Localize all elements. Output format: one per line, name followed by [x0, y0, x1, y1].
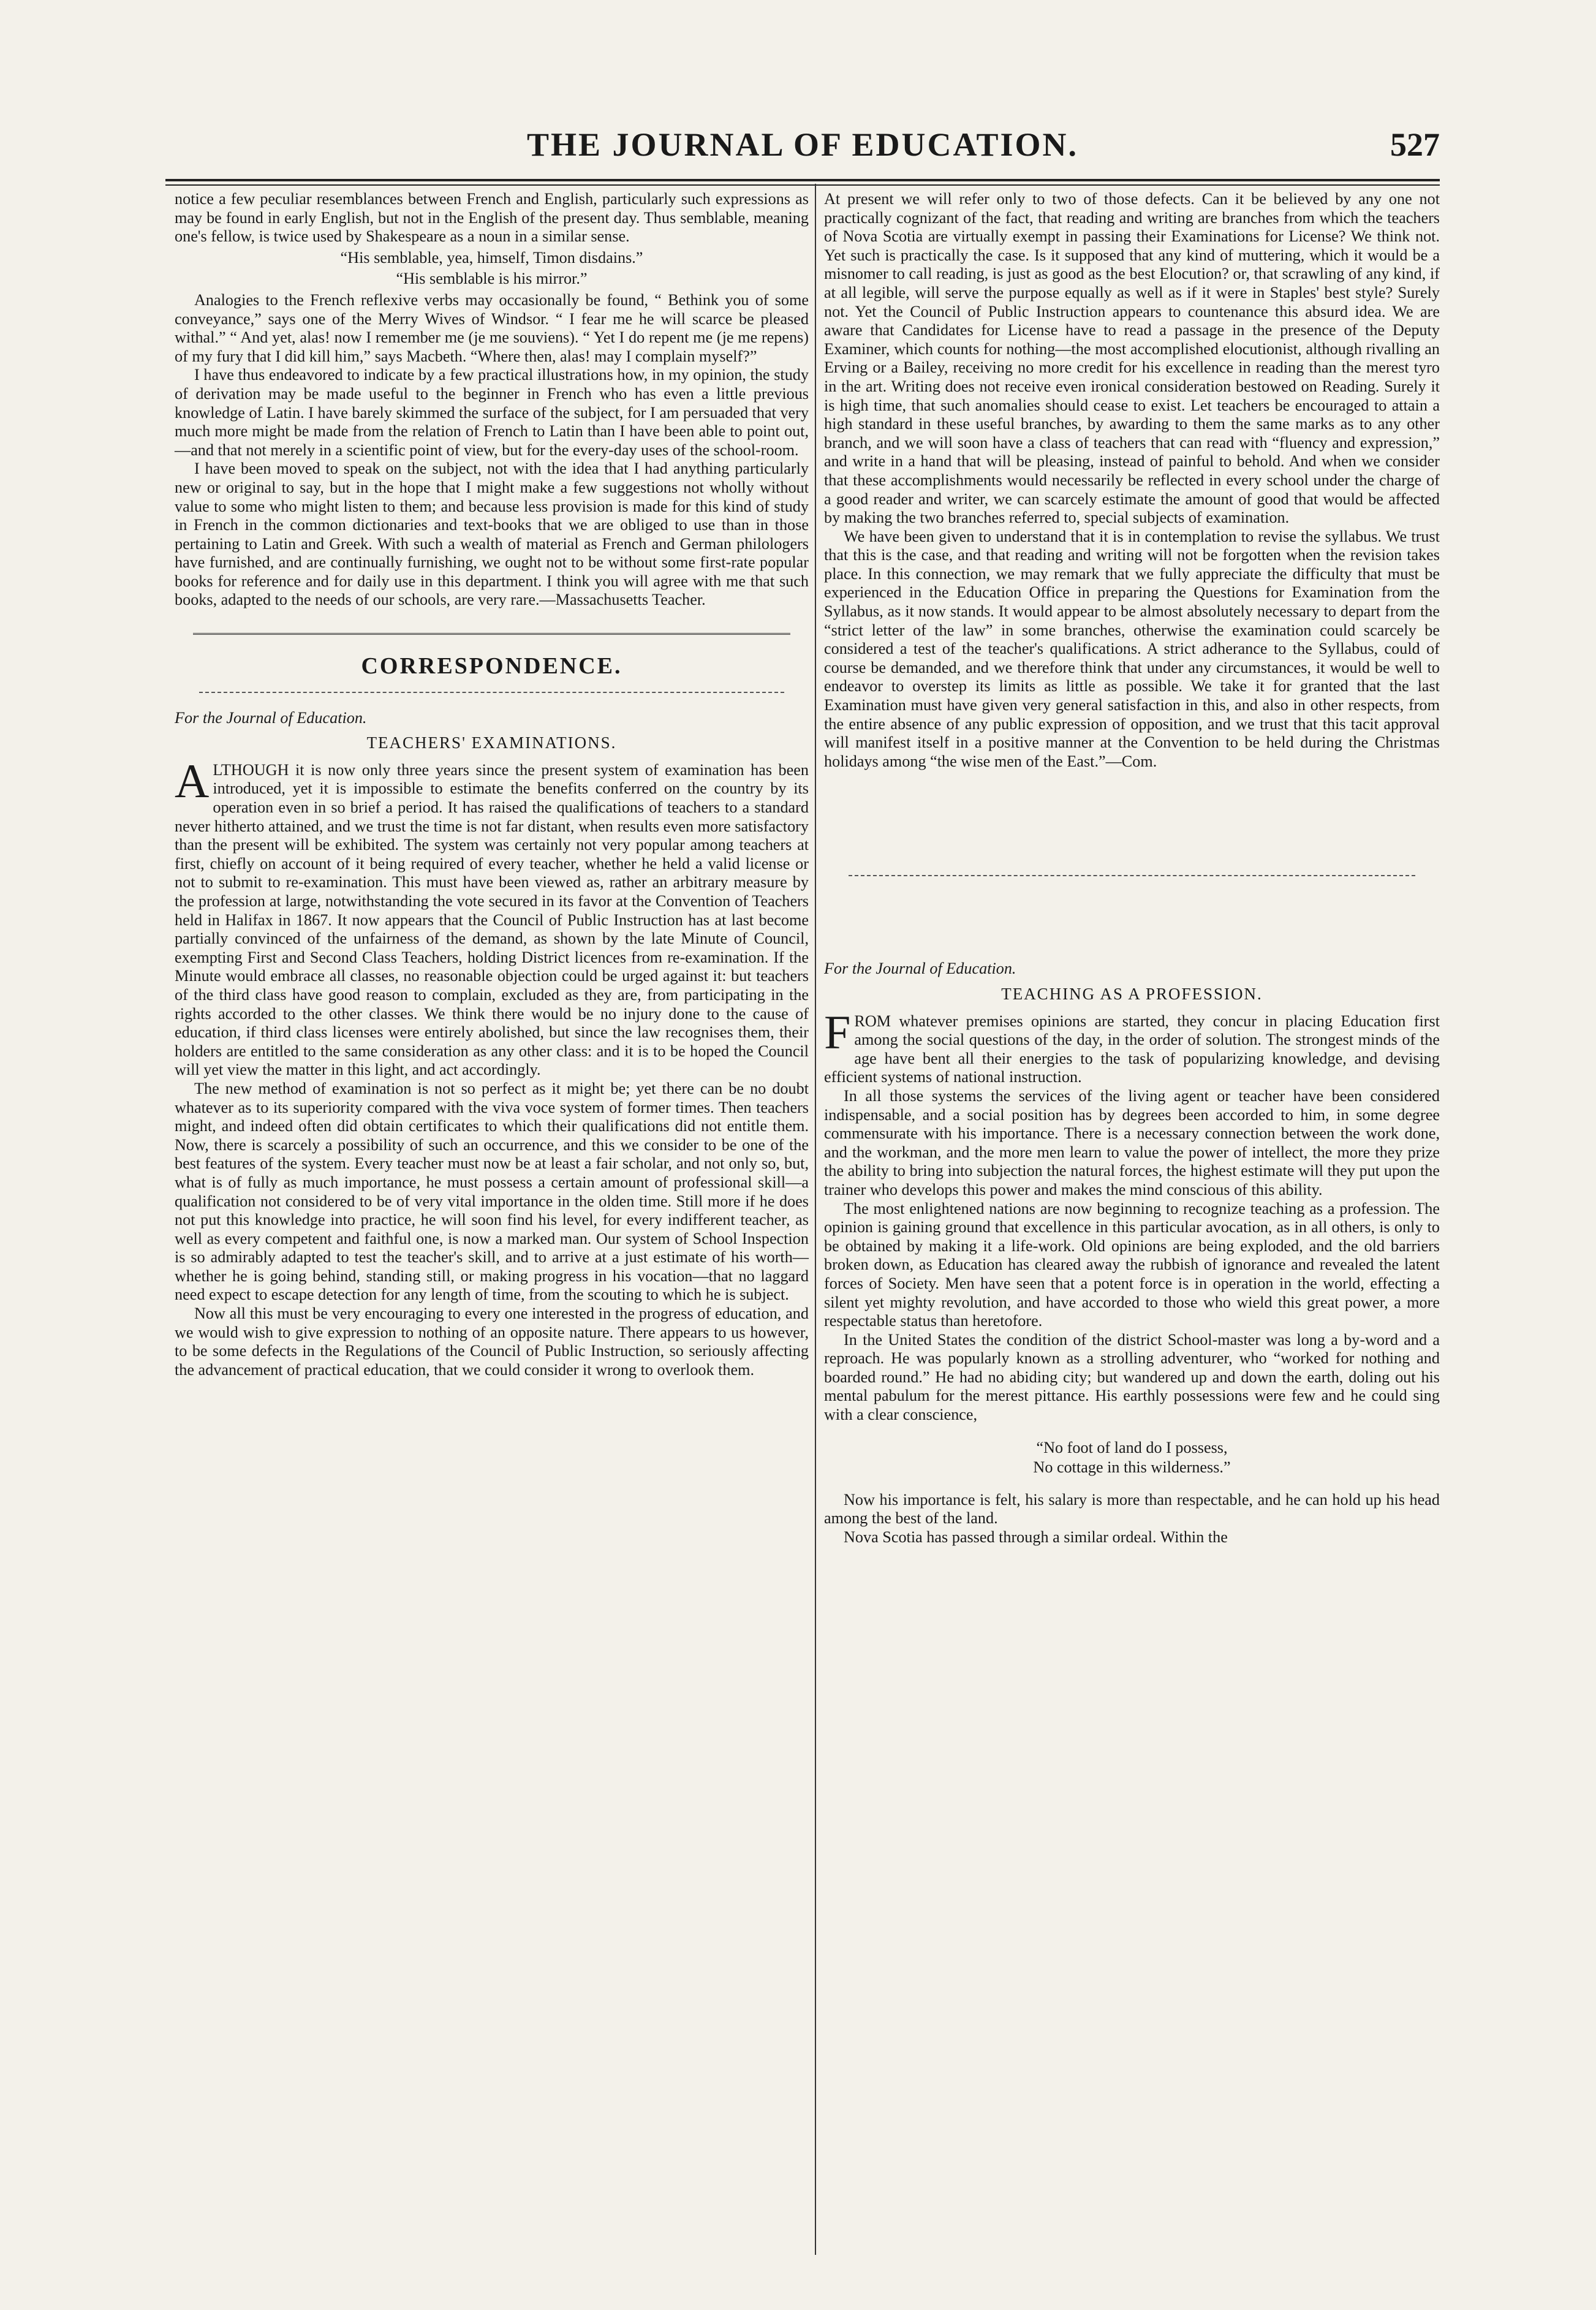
article-divider	[849, 875, 1415, 876]
quote-line: “His semblable is his mirror.”	[396, 270, 588, 288]
page-number: 527	[1390, 126, 1440, 163]
verse-line: “No foot of land do I possess,	[1036, 1438, 1228, 1456]
drop-cap: A	[175, 754, 210, 808]
left-column	[175, 190, 809, 1379]
paragraph: The new method of examination is not so perfect as it might be; yet there can be no doubt whatever as to its superiority compared with the viva voce system of former times. Then teachers might, and indeed often did obtain certificates to which their qualifications did not entitle them. Now, there is scarcely a possibility of such an occurrence, and this we consider to be one of the best features of the system. Every teacher must now be at least a fair scholar, and not only so, but, what is of fully as much importance, he must possess a certain amount of professional skill—a qualification not considered to be of very vital importance in the olden time. Still more if he does not put this knowledge into practice, he will soon find his level, for every indifferent teacher, as well as every competent and faithful one, is now a marked man. Our system of School Inspection is so admirably adapted to test the teacher's skill, and to arrive at a just estimate of his worth—whether he is going behind, standing still, or making progress in his vocation—that no laggard need expect to escape detection for any length of time, from the scouting to which he is subject.	[175, 1079, 809, 1304]
paragraph: Analogies to the French reflexive verbs may occasionally be found, “ Bethink you of some conveyance,” says one of the Merry Wives of Windsor. “ I fear me he will scarce be pleased withal.” “ And yet, alas! now I remember me (je me souviens). “ Yet I do repent me (je me repens) of my fury that I did kill him,” says Macbeth. “Where then, alas! may I complain myself?”	[175, 290, 809, 365]
quote-line: “His semblable, yea, himself, Timon disdains.”	[340, 248, 643, 267]
article-title: TEACHING AS A PROFESSION.	[1001, 985, 1263, 1003]
paragraph: In all those systems the services of the living agent or teacher have been considered indispensable, and a social position has by degrees been accorded to him, in some degree commensurate with his importance. There is a necessary connection between the work done, and the workman, and the more men learn to value the power of intellect, the more they prize the ability to bring into subjection the natural forces, the highest estimate will they put upon the trainer who develops this power and makes the mind conscious of this ability.	[824, 1086, 1440, 1199]
byline: For the Journal of Education.	[175, 708, 367, 727]
section-underline	[199, 692, 784, 693]
paragraph: Now all this must be very encouraging to every one interested in the progress of education, and we would wish to give expression to nothing of an opposite nature. There appears to us however, to be some defects in the Regulations of the Council of Public Instruction, so seriously affecting the advancement of practical education, that we could consider it wrong to overlook them.	[175, 1305, 809, 1379]
article-first-paragraph	[824, 1005, 1440, 1087]
paragraph: The most enlightened nations are now beginning to recognize teaching as a profession. The opinion is gaining ground that excellence in this particular avocation, as in all others, is only to be obtained by making it a life-work. Old opinions are being exploded, and the old barriers broken down, as Education has cleared away the rubbish of ignorance and revealed the latent forces of Society. Men have seen that a potent force is in operation in the world, effecting a silent yet mighty revolution, and have accorded to those who wield this great power, a more respectable status than heretofore.	[824, 1199, 1440, 1330]
article-title: TEACHERS' EXAMINATIONS.	[366, 733, 617, 752]
drop-cap: F	[824, 1005, 851, 1059]
column-divider	[815, 184, 816, 2255]
paragraph: We have been given to understand that it is in contemplation to revise the syllabus. We trust that this is the case, and that reading and writing will not be forgotten when the revision takes place. In this connection, we may remark that we fully appreciate the difficulty that must be experienced in the Education Office in preparing the Questions for Examination from the Syllabus, as it now stands. It would appear to be almost absolutely necessary to depart from the “strict letter of the law” in some branches, otherwise the examination could scarcely be considered a test of the teacher's qualifications. A strict adherance to the Syllabus, could of course be demanded, and we therefore think that under any circumstances, it would be well to endeavor to overstep its limits as little as possible. We take it for granted that the last Examination must have given very general satisfaction in this, and also in other respects, from the entire absence of any public expression of opposition, and we trust that this tacit approval will manifest itself in a positive manner at the Convention to be held during the Christmas holidays among “the wise men of the East.”—Com.	[824, 527, 1440, 770]
paragraph: Now his importance is felt, his salary is more than respectable, and he can hold up his head among the best of the land.	[824, 1490, 1440, 1528]
article-first-text: LTHOUGH it is now only three years since the present system of examination has been introduced, yet it is impossible to estimate the benefits conferred on the country by its operation even in so brief a period. It has raised the qualifications of teachers to a standard never hitherto attained, and we trust the time is not far distant, when results even more satisfactory than the present will be exhibited. The system was certainly not very popular among teachers at first, chiefly on account of it being required of every teacher, whether he held a valid license or not to submit to re-examination. This must have been viewed as, rather an arbitrary measure by the profession at large, notwithstanding the vote secured in its favor at the Convention of Teachers held in Halifax in 1867. It now appears that the Council of Public Instruction has at last become partially convinced of the unfairness of the demand, as shown by the late Minute of Council, exempting First and Second Class Teachers, holding District licences from re-examination. If the Minute would embrace all classes, no reasonable objection could be urged against it: but teachers of the third class have good reason to complain, excluded as they are, from participating in the rights accorded to the other classes. We think there would be no injury done to the cause of education, if third class licenses were entirely abolished, but since the law recognises them, their holders are entitled to the same consideration as any other class: and it is to be hoped the Council will yet view the matter in this light, and act accordingly.	[175, 760, 809, 1079]
paragraph: I have thus endeavored to indicate by a few practical illustrations how, in my opinion, the study of derivation may be made useful to the beginner in French who has even a little previous knowledge of Latin. I have barely skimmed the surface of the subject, for I am persuaded that very much more might be made from the relation of French to Latin than I have been able to point out,—and that not merely in a scientific point of view, but for the every-day uses of the school-room.	[175, 366, 809, 459]
paragraph: I have been moved to speak on the subject, not with the idea that I had anything particularly new or original to say, but in the hope that I might make a few suggestions not wholly without value to some who might listen to them; and because less provision is made for this kind of study in French in the common dictionaries and text-books that we are obliged to use than in those pertaining to Latin and Greek. With such a wealth of material as French and German philologers have furnished, and are continually furnishing, we ought not to be without some first-rate popular books for reference and for daily use in this department. I think you will agree with me that such books, adapted to the needs of our schools, are very rare.—Massachusetts Teacher.	[175, 460, 809, 609]
section-divider	[193, 633, 790, 635]
paragraph: At present we will refer only to two of those defects. Can it be believed by any one not practically cognizant of the fact, that reading and writing are branches from which the teachers of Nova Scotia are virtually exempt in passing their Examinations for License? We think not. Yet such is practically the case. Is it supposed that any kind of muttering, which it would be a misnomer to call reading, is just as good as the best Elocution? or, that scrawling of any kind, if at all legible, will serve the purpose equally as well as if it were in Staples' best style? Surely not. Yet the Council of Public Instruction appears to countenance this absurd idea. We are aware that Candidates for License have to read a passage in the presence of the Deputy Examiner, which counts for nothing—the most accomplished elocutionist, although rivalling an Erving or a Bailey, receiving no more credit for his excellence in reading than the merest tyro in the art. Writing does not receive even ironical consideration bestowed on Reading. Surely it is high time, that such anomalies should cease to exist. Let teachers be encouraged to attain a high standard in these useful branches, by awarding to them the same marks as to any other branch, and we will soon have a class of teachers that can read with “fluency and expression,” and write in a hand that will be pleasing, instead of painful to behold. And when we consider that these accomplishments would necessarily be reflected in every school under the charge of a good reader and writer, we can scarcely estimate the amount of good that would be affected by making the two branches referred to, special subjects of examination.	[824, 190, 1440, 527]
verse	[824, 1438, 1440, 1477]
page-header	[165, 126, 1440, 175]
article-first-text: ROM whatever premises opinions are started, they concur in placing Education first among the social questions of the day, in the order of solution. The strongest minds of the age have bent all their energies to the task of popularizing knowledge, and devising efficient systems of national instruction.	[824, 1012, 1440, 1086]
paragraph: In the United States the condition of the district School-master was long a by-word and a reproach. He was popularly known as a strolling adventurer, who “worked for nothing and boarded round.” He had no abiding city; but wandered up and down the earth, doling out his mental pabulum for the merest pittance. His earthly possessions were few and he could sing with a clear conscience,	[824, 1330, 1440, 1424]
section-title: CORRESPONDENCE.	[361, 653, 622, 680]
blank-space	[824, 888, 1440, 944]
verse-line: No cottage in this wilderness.”	[1033, 1458, 1231, 1476]
continuation-paragraph: notice a few peculiar resemblances between French and English, particularly such expressions as may be found in early English, but not in the English of the present day. Thus semblable, meaning one's fellow, is twice used by Shakespeare as a noun in a similar sense.	[175, 190, 809, 246]
article-first-paragraph	[175, 754, 809, 1080]
journal-title: THE JOURNAL OF EDUCATION.	[526, 126, 1079, 163]
byline: For the Journal of Education.	[824, 960, 1016, 978]
header-rule	[165, 179, 1440, 186]
blank-space	[824, 771, 1440, 863]
paragraph: Nova Scotia has passed through a similar ordeal. Within the	[844, 1528, 1228, 1546]
right-column	[824, 190, 1440, 1547]
